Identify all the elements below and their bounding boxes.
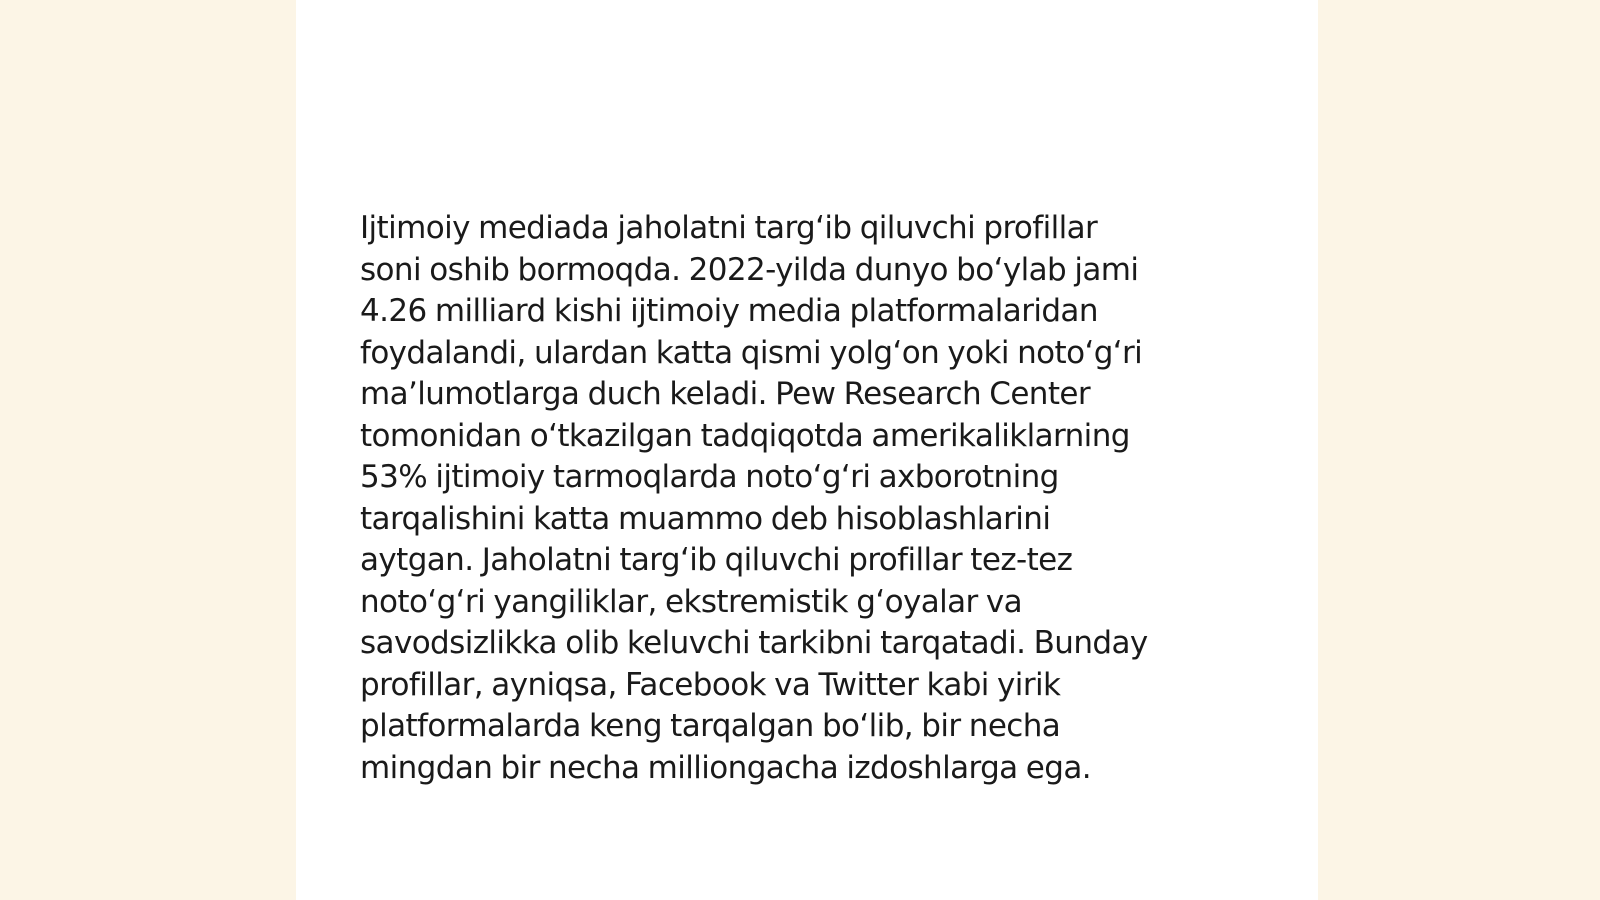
paragraph-line-11: savodsizlikka olib keluvchi tarkibni tarqatadi. Bunday bbox=[360, 625, 1148, 661]
paragraph-line-1: Ijtimoiy mediada jaholatni targʻib qiluvchi profillar bbox=[360, 210, 1098, 246]
paragraph-line-12: profillar, ayniqsa, Facebook va Twitter kabi yirik bbox=[360, 666, 1061, 703]
paragraph-line-4: foydalandi, ulardan katta qismi yolgʻon yoki notoʻgʻri bbox=[360, 334, 1143, 371]
paragraph-line-10: notoʻgʻri yangiliklar, ekstremistik gʻoyalar va bbox=[360, 583, 1023, 620]
paragraph-line-13: platformalarda keng tarqalgan boʻlib, bir necha bbox=[360, 708, 1061, 744]
body-paragraph bbox=[360, 208, 1260, 789]
paragraph-line-5: maʼlumotlarga duch keladi. Pew Research Center bbox=[360, 376, 1091, 412]
slide-page bbox=[296, 0, 1318, 900]
paragraph-line-8: tarqalishini katta muammo deb hisoblashlarini bbox=[360, 500, 1051, 537]
paragraph-line-7: 53% ijtimoiy tarmoqlarda notoʻgʻri axborotning bbox=[360, 459, 1059, 495]
paragraph-line-14: mingdan bir necha milliongacha izdoshlarga ega. bbox=[360, 749, 1092, 786]
paragraph-line-2: soni oshib bormoqda. 2022-yilda dunyo boʻylab jami bbox=[360, 251, 1139, 288]
paragraph-line-3: 4.26 milliard kishi ijtimoiy media platformalaridan bbox=[360, 293, 1098, 329]
paragraph-line-6: tomonidan oʻtkazilgan tadqiqotda amerikaliklarning bbox=[360, 417, 1130, 454]
paragraph-line-9: aytgan. Jaholatni targʻib qiluvchi profillar tez-tez bbox=[360, 542, 1073, 578]
